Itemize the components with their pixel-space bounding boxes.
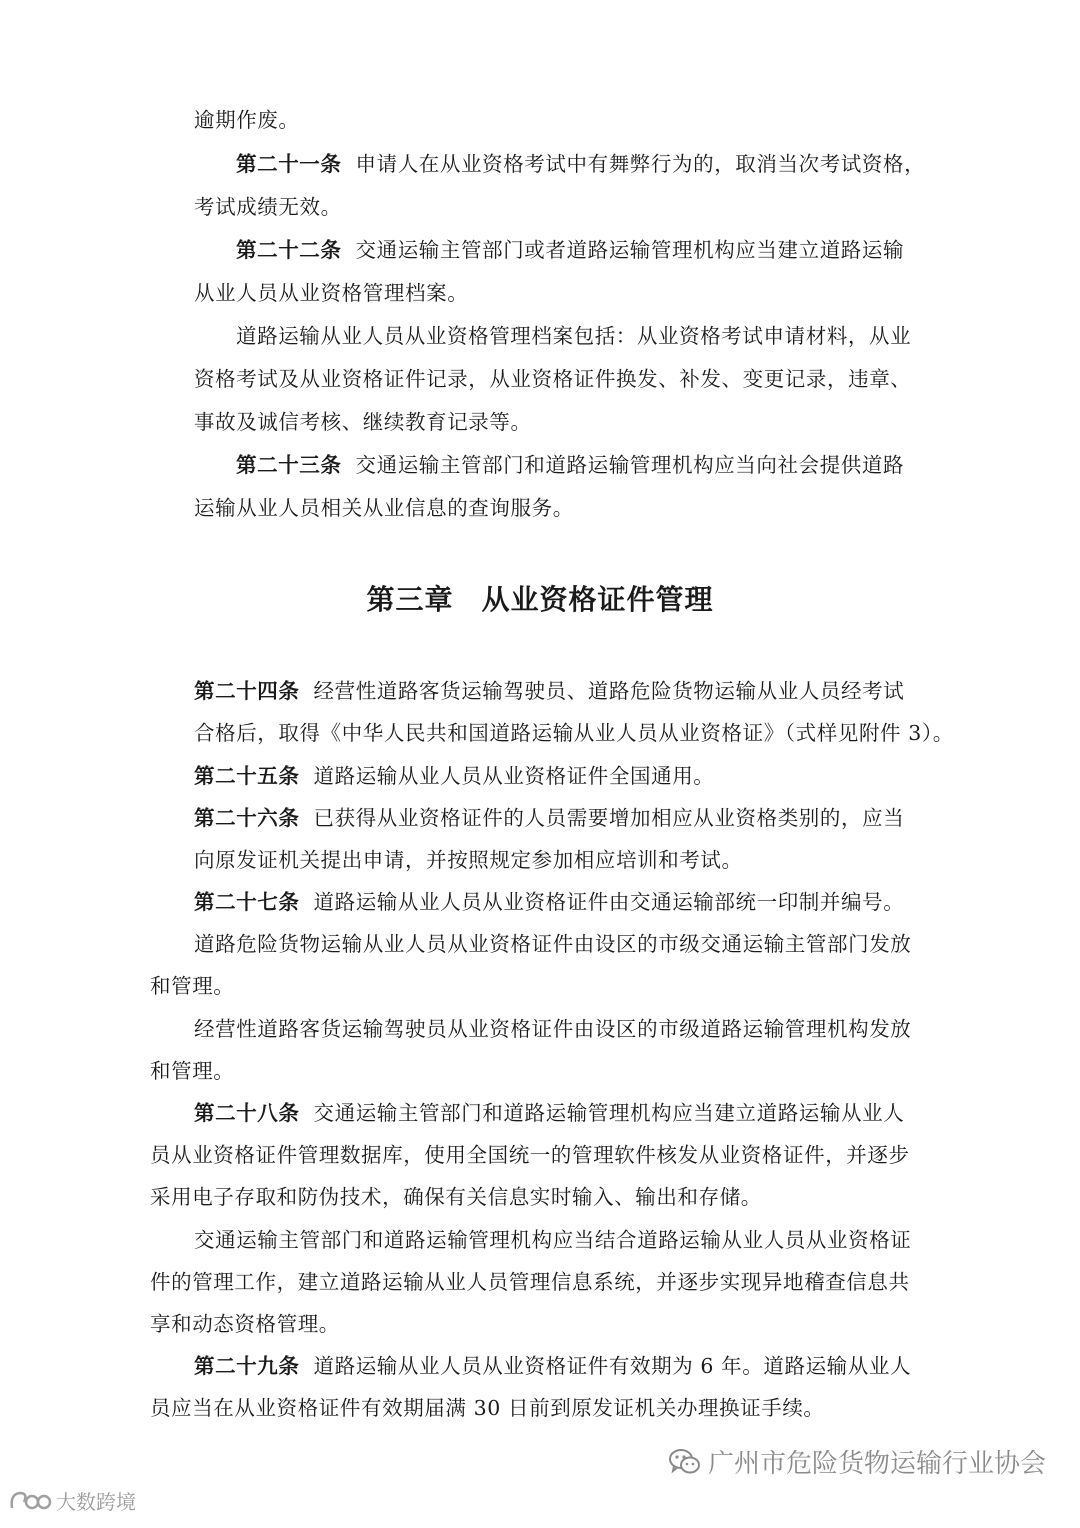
text-line: 从业人员从业资格管理档案。: [194, 281, 469, 305]
article-label: 第二十六条: [194, 806, 300, 830]
text-line: 道路危险货物运输从业人员从业资格证件由设区的市级交通运输主管部门发放: [194, 932, 912, 956]
article-24: [194, 677, 904, 705]
text-line: 逾期作废。: [194, 108, 300, 132]
text-line: 员从业资格证件管理数据库，使用全国统一的管理软件核发从业资格证件，并逐步: [150, 1143, 910, 1167]
text-line: 运输从业人员相关从业信息的查询服务。: [194, 496, 574, 520]
article-text: 交通运输主管部门和道路运输管理机构应当向社会提供道路: [355, 453, 905, 477]
text-line: 采用电子存取和防伪技术，确保有关信息实时输入、输出和存储。: [150, 1185, 762, 1209]
article-label: 第二十八条: [194, 1101, 300, 1125]
article-22: [236, 236, 904, 264]
watermark-account-name: 广州市危险货物运输行业协会: [708, 1449, 1047, 1479]
article-text: 道路运输从业人员从业资格证件有效期为 6 年。道路运输从业人: [313, 1354, 912, 1378]
text-line: 向原发证机关提出申请，并按照规定参加相应培训和考试。: [194, 848, 743, 872]
chapter-title: 从业资格证件管理: [481, 583, 714, 616]
article-26: [194, 804, 904, 832]
article-29: [194, 1352, 911, 1380]
text-line: 经营性道路客货运输驾驶员从业资格证件由设区的市级道路运输管理机构发放: [194, 1017, 912, 1041]
article-23: [236, 451, 904, 479]
text-line: 考试成绩无效。: [194, 195, 342, 219]
article-text: 交通运输主管部门或者道路运输管理机构应当建立道路运输: [355, 238, 905, 262]
brand-logo-icon: [8, 1488, 52, 1514]
article-text: 道路运输从业人员从业资格证件由交通运输部统一印制并编号。: [313, 890, 905, 914]
article-27: [194, 888, 904, 916]
article-25: [194, 762, 714, 790]
article-text: 道路运输从业人员从业资格证件全国通用。: [313, 764, 715, 788]
article-text: 经营性道路客货运输驾驶员、道路危险货物运输从业人员经考试: [313, 679, 905, 703]
watermark-account: [668, 1443, 1046, 1480]
text-line: 件的管理工作，建立道路运输从业人员管理信息系统，并逐步实现异地稽查信息共: [150, 1270, 910, 1294]
article-text: 已获得从业资格证件的人员需要增加相应从业资格类别的，应当: [313, 806, 905, 830]
article-label: 第二十九条: [194, 1354, 300, 1378]
text-line: 员应当在从业资格证件有效期届满 30 日前到原发证机关办理换证手续。: [150, 1396, 825, 1420]
text-line: 和管理。: [150, 1059, 235, 1083]
article-label: 第二十二条: [236, 238, 342, 262]
article-21: [236, 150, 925, 178]
watermark-brand-name: 大数跨境: [56, 1490, 136, 1514]
text-line: 道路运输从业人员从业资格管理档案包括：从业资格考试申请材料，从业: [236, 324, 912, 348]
article-label: 第二十五条: [194, 764, 300, 788]
wechat-icon: [668, 1447, 702, 1477]
text-line: 和管理。: [150, 974, 235, 998]
chapter-heading: [0, 578, 1080, 618]
article-label: 第二十四条: [194, 679, 300, 703]
text-line: 合格后，取得《中华人民共和国道路运输从业人员从业资格证》（式样见附件 3）。: [194, 721, 954, 745]
text-line: 交通运输主管部门和道路运输管理机构应当结合道路运输从业人员从业资格证: [194, 1228, 912, 1252]
text-line: 享和动态资格管理。: [150, 1312, 340, 1336]
chapter-number: 第三章: [366, 583, 454, 616]
text-line: 事故及诚信考核、继续教育记录等。: [194, 410, 532, 434]
watermark-brand: [8, 1486, 136, 1515]
article-text: 交通运输主管部门和道路运输管理机构应当建立道路运输从业人: [313, 1101, 905, 1125]
article-28: [194, 1099, 904, 1127]
article-label: 第二十一条: [236, 152, 342, 176]
article-label: 第二十三条: [236, 453, 342, 477]
article-label: 第二十七条: [194, 890, 300, 914]
text-line: 资格考试及从业资格证件记录，从业资格证件换发、补发、变更记录，违章、: [194, 367, 912, 391]
article-text: 申请人在从业资格考试中有舞弊行为的，取消当次考试资格，: [355, 152, 926, 176]
